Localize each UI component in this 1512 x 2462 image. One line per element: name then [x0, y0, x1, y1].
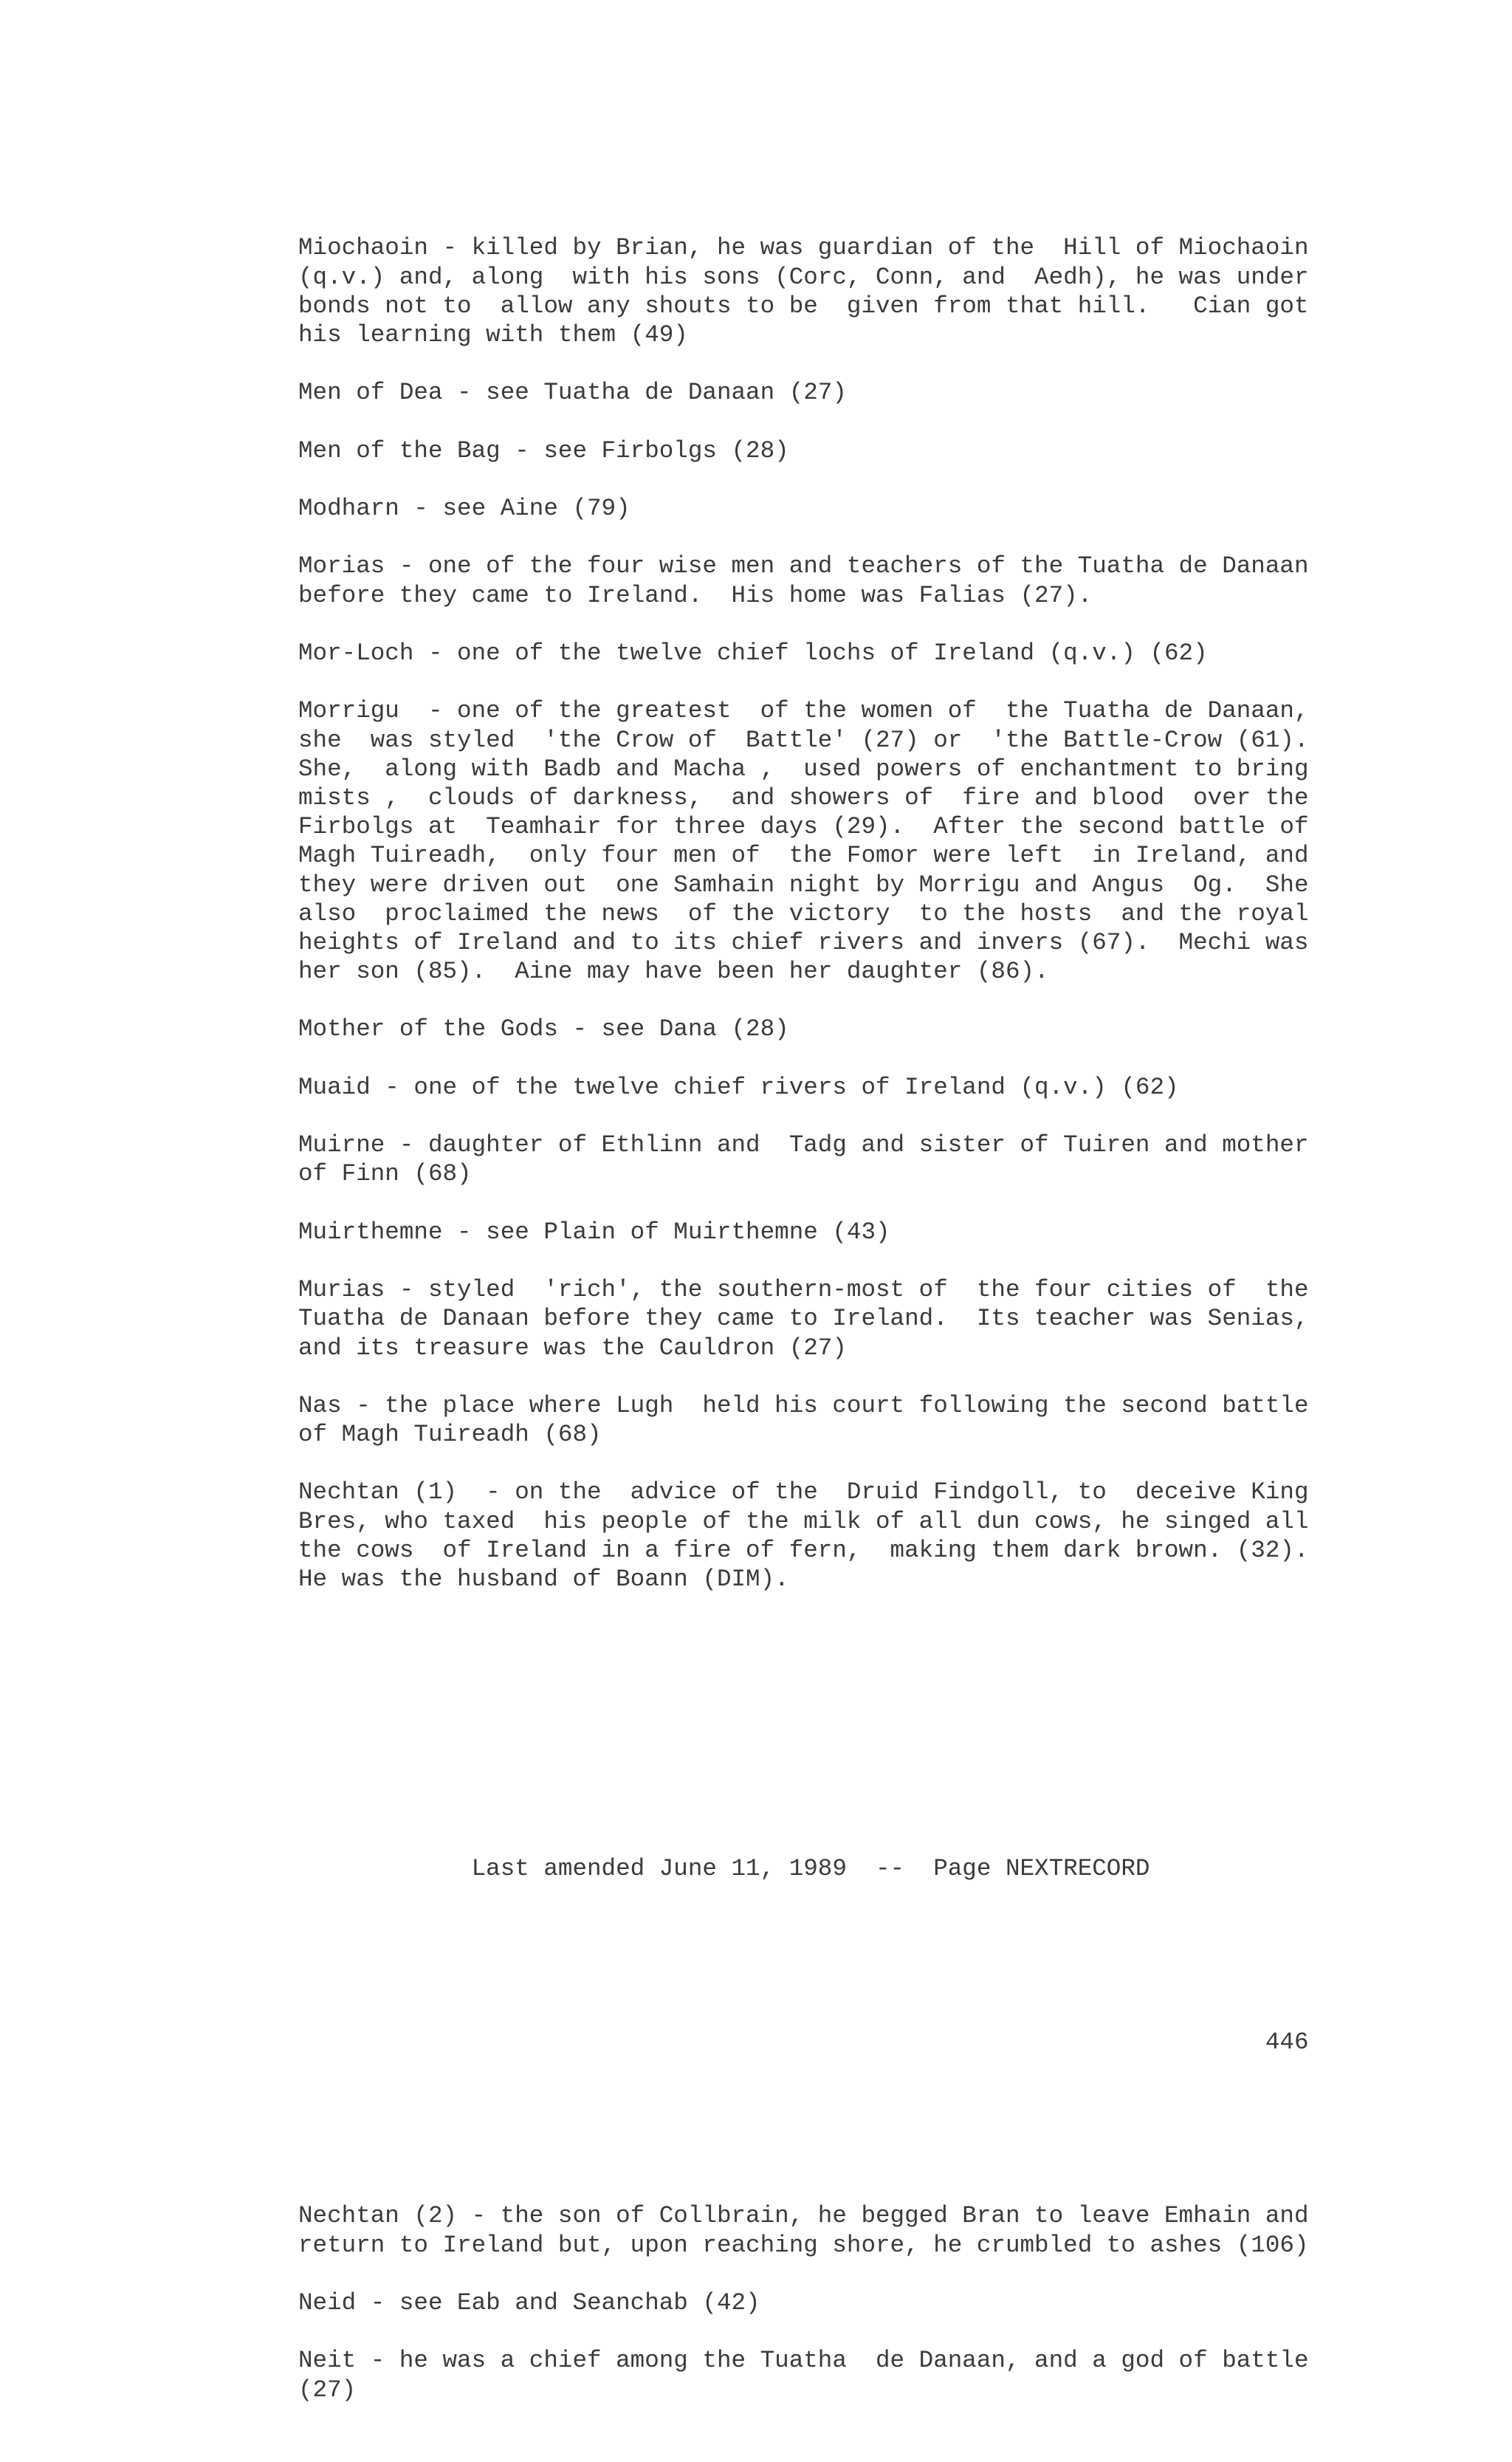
entry-line: (27) [298, 2376, 357, 2404]
entry-line: and its treasure was the Cauldron (27) [298, 1334, 847, 1362]
entry-line: Bres, who taxed his people of the milk of all dun cows, he singed all [298, 1507, 1309, 1535]
glossary-entry [298, 1275, 1384, 1362]
spacer [298, 1941, 1384, 1970]
entry-line: before they came to Ireland. His home was Falias (27). [298, 581, 1093, 609]
spacer [298, 1767, 1384, 1796]
entries-top [298, 233, 1384, 1594]
entry-line: Nechtan (1) - on the advice of the Druid Findgoll, to deceive King [298, 1478, 1309, 1506]
entry-line: Tuatha de Danaan before they came to Ireland. Its teacher was Senias, [298, 1305, 1309, 1333]
entry-line: Muirne - daughter of Ethlinn and Tadg and sister of Tuiren and mother [298, 1131, 1309, 1159]
entry-line: Neit - he was a chief among the Tuatha de Danaan, and a god of battle [298, 2347, 1309, 2375]
glossary-entry [298, 1218, 1384, 1247]
glossary-entry [298, 436, 1384, 465]
glossary-entry [298, 378, 1384, 407]
entry-line: of Finn (68) [298, 1160, 472, 1188]
entry-line: Muaid - one of the twelve chief rivers of Ireland (q.v.) (62) [298, 1073, 1179, 1101]
glossary-entry [298, 233, 1384, 349]
document-page [298, 176, 1384, 2462]
glossary-entry [298, 1073, 1384, 1102]
glossary-entry [298, 696, 1384, 986]
entry-line: (q.v.) and, along with his sons (Corc, Conn, and Aedh), he was under [298, 263, 1309, 291]
glossary-entry [298, 639, 1384, 668]
entry-line: He was the husband of Boann (DIM). [298, 1566, 789, 1594]
entry-line: mists , clouds of darkness, and showers of fire and blood over the [298, 783, 1309, 812]
entry-line: Mor-Loch - one of the twelve chief lochs of Ireland (q.v.) (62) [298, 639, 1208, 668]
entry-line: Morias - one of the four wise men and teachers of the Tuatha de Danaan [298, 552, 1309, 580]
entry-line: Men of the Bag - see Firbolgs (28) [298, 436, 789, 464]
glossary-entry [298, 1015, 1384, 1043]
glossary-entry [298, 1478, 1384, 1594]
entry-line: Nas - the place where Lugh held his court following the second battle [298, 1391, 1309, 1419]
entry-line: also proclaimed the news of the victory to the hosts and the royal [298, 899, 1309, 927]
entry-line: Firbolgs at Teamhair for three days (29). After the second battle of [298, 813, 1309, 841]
entry-line: she was styled 'the Crow of Battle' (27) or 'the Battle-Crow (61). [298, 726, 1309, 754]
glossary-entry [298, 494, 1384, 523]
entry-line: of Magh Tuireadh (68) [298, 1421, 602, 1449]
entry-line: her son (85). Aine may have been her daughter (86). [298, 958, 1049, 986]
entry-line: Neid - see Eab and Seanchab (42) [298, 2288, 760, 2317]
entry-line: heights of Ireland and to its chief rivers and invers (67). Mechi was [298, 928, 1309, 956]
entry-line: Nechtan (2) - the son of Collbrain, he begged Bran to leave Emhain and [298, 2202, 1309, 2230]
spacer [298, 2115, 1384, 2144]
glossary-entry [298, 552, 1384, 609]
entry-line: Miochaoin - killed by Brian, he was guardian of the Hill of Miochaoin [298, 234, 1309, 262]
entry-line: return to Ireland but, upon reaching shore, he crumbled to ashes (106) [298, 2231, 1309, 2259]
glossary-entry [298, 1131, 1384, 1188]
entry-line: Muirthemne - see Plain of Muirthemne (43) [298, 1218, 890, 1246]
glossary-entry [298, 1391, 1384, 1449]
entry-line: She, along with Badb and Macha , used powers of enchantment to bring [298, 755, 1309, 783]
glossary-entry [298, 2201, 1384, 2259]
amended-footer: Last amended June 11, 1989 -- Page NEXTRECORD [298, 1855, 1150, 1882]
entry-line: they were driven out one Samhain night by Morrigu and Angus Og. She [298, 871, 1309, 899]
entry-line: the cows of Ireland in a fire of fern, making them dark brown. (32). [298, 1536, 1309, 1564]
entry-line: his learning with them (49) [298, 320, 688, 349]
entry-line: Morrigu - one of the greatest of the women of the Tuatha de Danaan, [298, 697, 1309, 725]
glossary-entry [298, 2346, 1384, 2404]
entry-line: Magh Tuireadh, only four men of the Fomor were left in Ireland, and [298, 842, 1309, 870]
entry-line: Men of Dea - see Tuatha de Danaan (27) [298, 379, 847, 407]
spacer [298, 1681, 1384, 1710]
glossary-entry [298, 2288, 1384, 2317]
entry-line: Modharn - see Aine (79) [298, 495, 630, 523]
entries-bottom [298, 2201, 1384, 2404]
entry-line: bonds not to allow any shouts to be given from that hill. Cian got [298, 292, 1309, 320]
entry-line: Murias - styled 'rich', the southern-most of the four cities of the [298, 1276, 1309, 1304]
entry-line: Mother of the Gods - see Dana (28) [298, 1015, 789, 1043]
page-number: 446 [298, 2029, 1309, 2057]
